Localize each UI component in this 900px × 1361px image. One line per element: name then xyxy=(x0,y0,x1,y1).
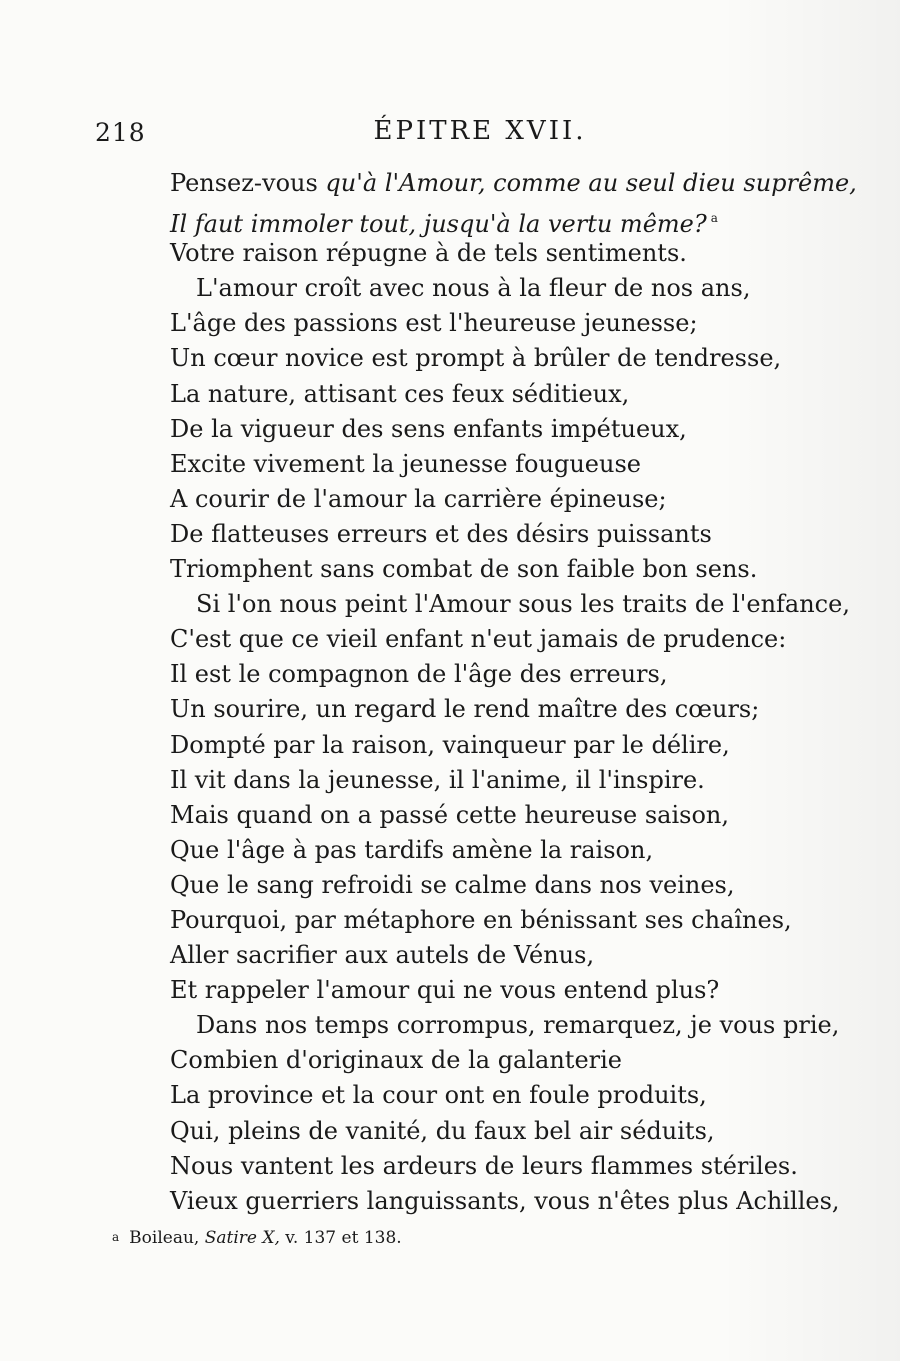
verse-line xyxy=(170,271,850,306)
footnote-work: Satire X, xyxy=(204,1228,280,1248)
verse-segment: Dans nos temps corrompus, remarquez, je vous prie, xyxy=(196,1011,840,1040)
verse-line xyxy=(170,552,850,587)
verse-line xyxy=(170,447,850,482)
verse-line xyxy=(170,166,857,201)
footnote-reference-mark: a xyxy=(710,211,718,226)
verse-segment: Pensez-vous xyxy=(170,169,326,197)
verse-segment: Il vit dans la jeunesse, il l'anime, il l'inspire. xyxy=(170,765,705,794)
verse-line xyxy=(170,1184,850,1219)
verse-line xyxy=(170,973,850,1008)
verse-segment: Que l'âge à pas tardifs amène la raison, xyxy=(170,835,654,864)
verse-line xyxy=(170,903,850,938)
page-number: 218 xyxy=(95,118,146,147)
verse-segment: Triomphent sans combat de son faible bon sens. xyxy=(170,555,758,584)
verse-line xyxy=(170,833,850,868)
verse-line xyxy=(170,1008,850,1043)
verse-line xyxy=(170,587,850,622)
verse-segment: La nature, attisant ces feux séditieux, xyxy=(170,379,630,408)
verse-segment: Mais quand on a passé cette heureuse saison, xyxy=(170,800,730,829)
verse-line xyxy=(170,236,850,271)
verse-segment: Dompté par la raison, vainqueur par le délire, xyxy=(170,730,730,759)
verse-line xyxy=(170,798,850,833)
verse-segment: La province et la cour ont en foule produits, xyxy=(170,1081,707,1110)
verse-segment: L'amour croît avec nous à la fleur de nos ans, xyxy=(196,274,751,303)
verse-segment: Vieux guerriers languissants, vous n'êtes plus Achilles, xyxy=(170,1186,840,1215)
verse-line xyxy=(170,1043,850,1078)
verse-line xyxy=(170,306,850,341)
verse-segment: Votre raison répugne à de tels sentiments. xyxy=(170,239,687,268)
verse-line xyxy=(170,657,850,692)
verse-line xyxy=(170,517,850,552)
poem-text xyxy=(170,166,857,1219)
verse-line xyxy=(170,1078,850,1113)
footnote-author: Boileau, xyxy=(129,1228,205,1248)
verse-segment: Il faut immoler tout, jusqu'à la vertu même? xyxy=(170,210,707,239)
verse-line xyxy=(170,201,850,239)
verse-line xyxy=(170,868,850,903)
verse-segment: Nous vantent les ardeurs de leurs flammes stériles. xyxy=(170,1151,798,1180)
verse-line xyxy=(170,412,850,447)
verse-segment: L'âge des passions est l'heureuse jeunesse; xyxy=(170,309,698,338)
verse-segment: Combien d'originaux de la galanterie xyxy=(170,1046,623,1075)
verse-line xyxy=(170,622,850,657)
running-title: ÉPITRE XVII. xyxy=(373,116,587,146)
verse-segment: A courir de l'amour la carrière épineuse; xyxy=(170,484,667,513)
verse-segment: qu'à l'Amour, comme au seul dieu suprême, xyxy=(325,169,857,197)
verse-segment: Pourquoi, par métaphore en bénissant ses chaînes, xyxy=(170,905,792,934)
verse-line xyxy=(170,1149,850,1184)
verse-segment: Il est le compagnon de l'âge des erreurs, xyxy=(170,660,668,689)
verse-segment: De la vigueur des sens enfants impétueux, xyxy=(170,414,687,443)
verse-line xyxy=(170,1114,850,1149)
footnote-reference: v. 137 et 138. xyxy=(279,1228,402,1248)
verse-segment: C'est que ce vieil enfant n'eut jamais de prudence: xyxy=(170,625,787,654)
verse-segment: Que le sang refroidi se calme dans nos veines, xyxy=(170,870,735,899)
verse-segment: Si l'on nous peint l'Amour sous les traits de l'enfance, xyxy=(196,590,850,619)
verse-line xyxy=(170,763,850,798)
verse-segment: Un sourire, un regard le rend maître des cœurs; xyxy=(170,695,760,724)
verse-line xyxy=(170,341,850,376)
verse-segment: Excite vivement la jeunesse fougueuse xyxy=(170,449,641,478)
verse-segment: Un cœur novice est prompt à brûler de tendresse, xyxy=(170,344,782,373)
verse-line xyxy=(170,377,850,412)
verse-segment: Qui, pleins de vanité, du faux bel air séduits, xyxy=(170,1116,715,1145)
verse-line xyxy=(170,482,850,517)
verse-segment: De flatteuses erreurs et des désirs puissants xyxy=(170,519,712,548)
verse-segment: Aller sacrifier aux autels de Vénus, xyxy=(170,941,595,970)
footnote-mark: a xyxy=(112,1230,120,1244)
verse-line xyxy=(170,728,850,763)
footnote xyxy=(112,1228,402,1248)
verse-line xyxy=(170,938,850,973)
verse-line xyxy=(170,692,850,727)
verse-segment: Et rappeler l'amour qui ne vous entend plus? xyxy=(170,976,720,1005)
page-header xyxy=(0,112,900,152)
